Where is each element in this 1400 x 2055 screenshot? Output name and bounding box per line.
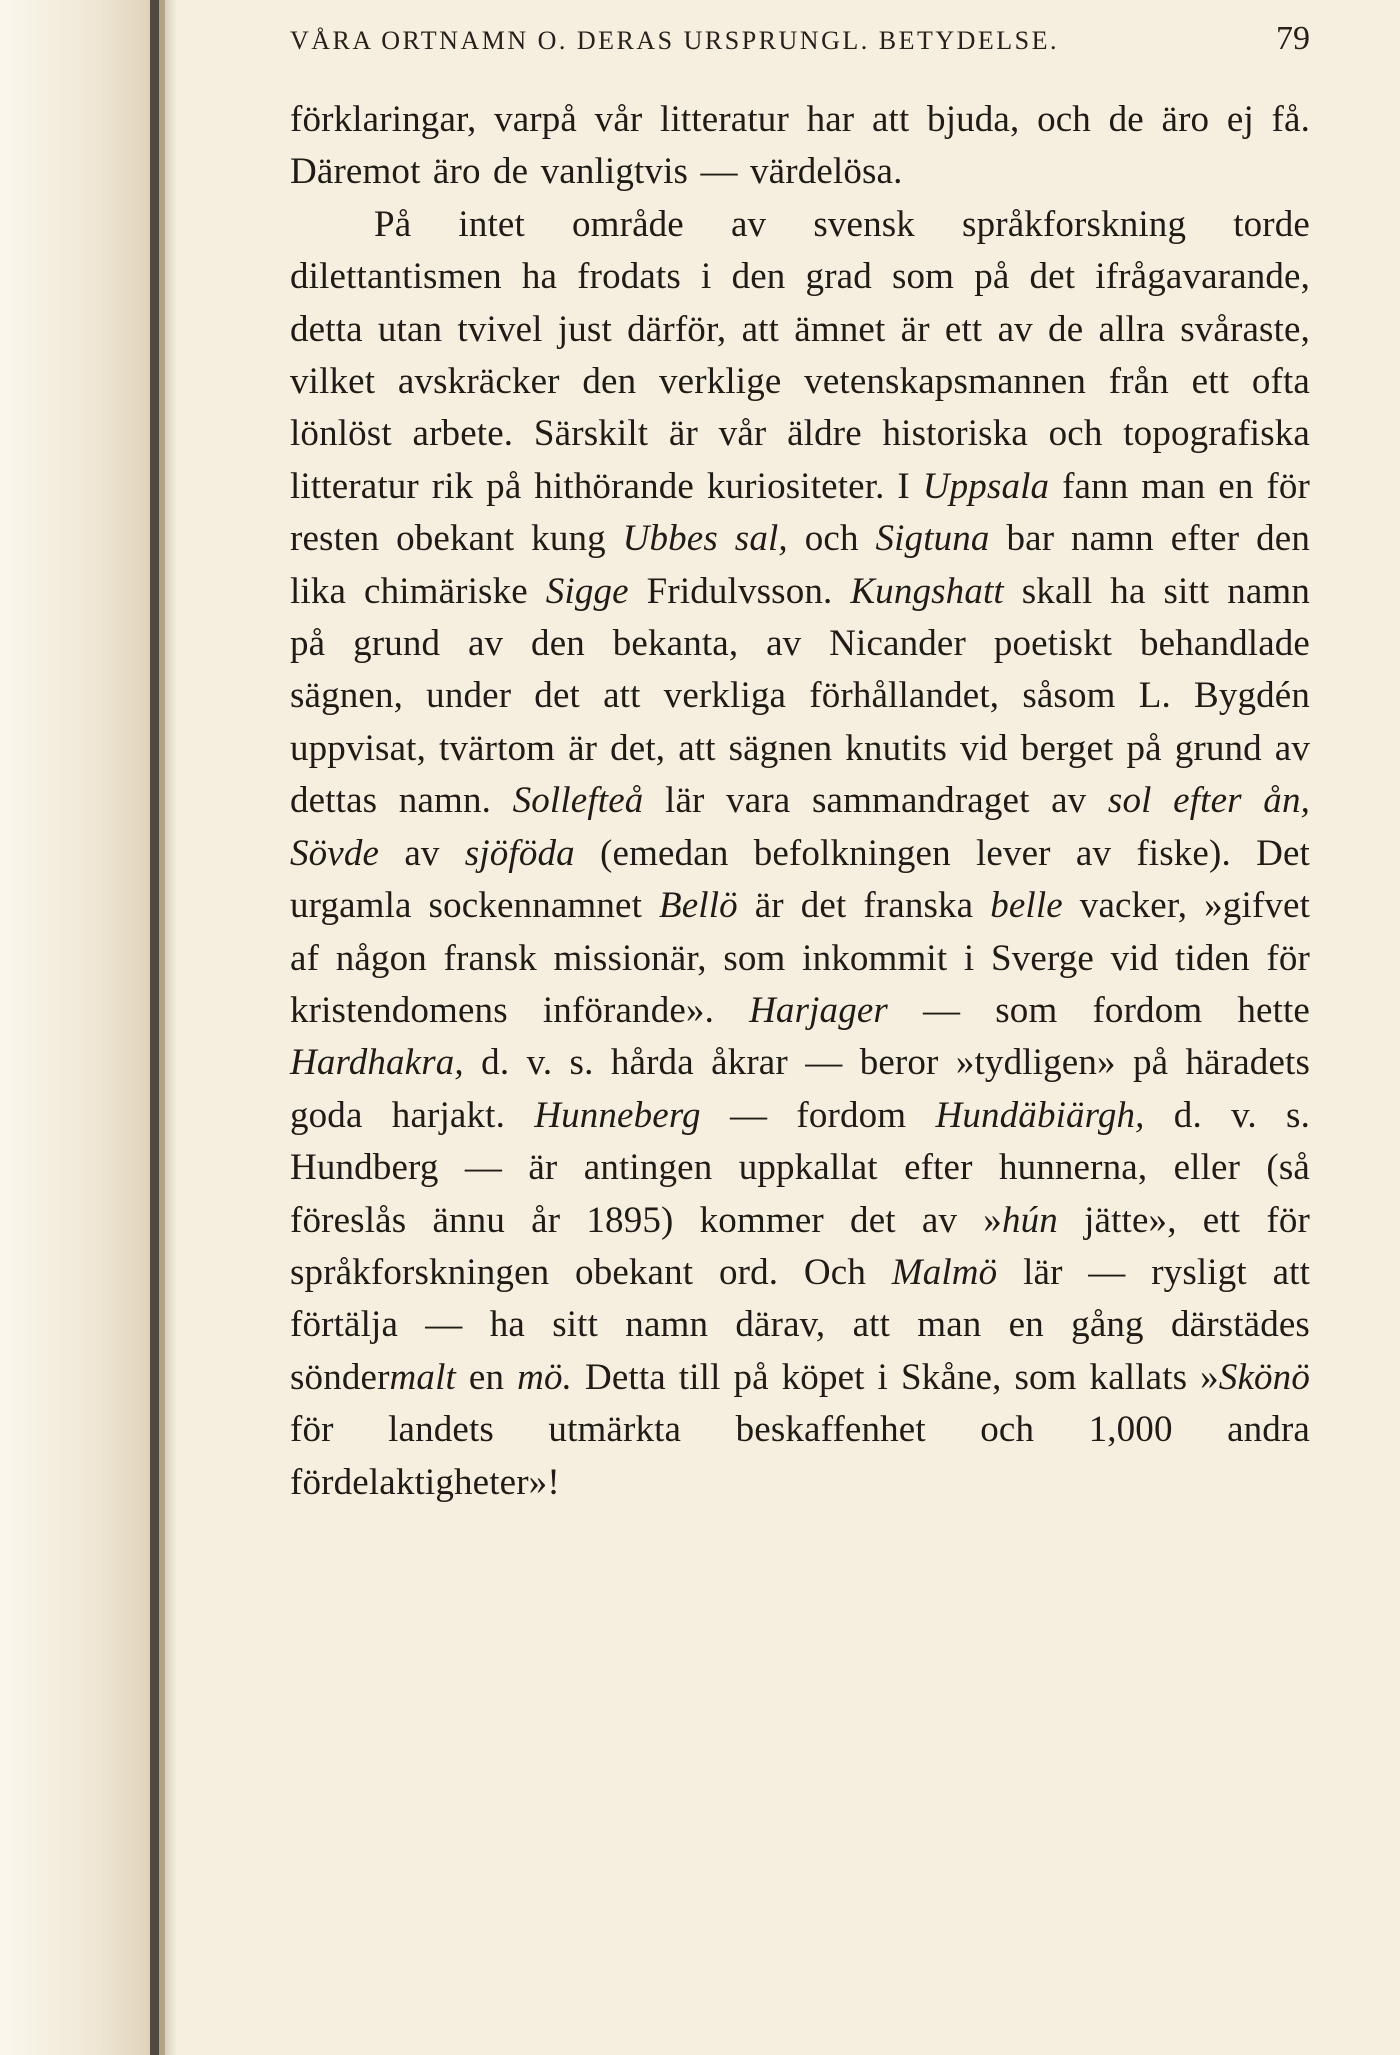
- italic-place-name: Bellö: [658, 885, 738, 927]
- italic-place-name: sol efter ån,: [1107, 780, 1310, 822]
- text-segment: d. v. s. hårda åkrar — beror »tydligen» på häradets goda harjakt.: [290, 1042, 1310, 1136]
- text-segment: d. v. s. Hundberg — är antingen uppkallat efter hunnerna, eller (så föreslås ännu år 1895) kommer det av »: [290, 1094, 1310, 1241]
- italic-place-name: sjöföda: [464, 832, 575, 874]
- text-segment: Fridulvsson.: [628, 570, 851, 612]
- text-segment: — som fordom hette: [887, 989, 1310, 1031]
- italic-place-name: Ubbes sal,: [622, 518, 788, 560]
- italic-place-name: Uppsala: [922, 465, 1050, 507]
- text-segment: På intet område av svensk språkforskning torde dilettantismen ha frodats i den grad som på det ifrågavarande, detta utan tvivel just därför, att ämnet är ett av de allra svåraste, vilket avskräcker den verklige vetenskapsmannen från ett ofta lönlöst arbete. Särskilt är vår äldre historiska och topografiska litteratur rik på hithörande kuriositeter. I: [290, 203, 1310, 507]
- italic-place-name: Harjager: [749, 989, 888, 1031]
- italic-place-name: Kungshatt: [850, 570, 1004, 612]
- italic-place-name: Sövde: [290, 832, 380, 874]
- running-title: VÅRA ORTNAMN O. DERAS URSPRUNGL. BETYDELSE.: [290, 26, 1059, 55]
- text-segment: för landets utmärkta beskaffenhet och 1,000 andra fördelaktigheter»!: [290, 1409, 1310, 1503]
- italic-place-name: malt: [389, 1356, 456, 1398]
- italic-place-name: Hundäbiärgh,: [935, 1094, 1145, 1136]
- text-segment: är det franska: [737, 885, 991, 927]
- italic-place-name: belle: [990, 885, 1063, 927]
- italic-place-name: Malmö: [891, 1251, 998, 1293]
- book-spine-line: [150, 0, 159, 2055]
- text-segment: förklaringar, varpå vår litteratur har att bjuda, och de äro ej få. Däremot äro de vanligtvis — värdelösa.: [290, 99, 1310, 193]
- italic-place-name: Sigge: [545, 570, 629, 612]
- running-head: [290, 20, 1310, 72]
- page-gutter: [0, 0, 165, 2055]
- page-number: 79: [1276, 20, 1310, 57]
- italic-place-name: Sigtuna: [875, 518, 990, 560]
- text-segment: en: [455, 1356, 518, 1398]
- italic-place-name: Skönö: [1218, 1356, 1310, 1398]
- italic-place-name: Sollefteå: [512, 780, 644, 822]
- text-segment: Detta till på köpet i Skåne, som kallats »: [572, 1356, 1219, 1398]
- paragraph-2: [290, 199, 1310, 1509]
- text-segment: och: [787, 518, 876, 560]
- text-segment: lär — rysligt att förtälja — ha sitt namn därav, att man en gång därstädes sönder: [290, 1251, 1311, 1398]
- paragraph-1: [290, 94, 1310, 199]
- body-text: [290, 94, 1310, 1509]
- italic-place-name: hún: [1001, 1199, 1058, 1241]
- text-segment: (emedan befolkningen lever av fiske). Det urgamla sockennamnet: [290, 832, 1310, 927]
- text-segment: — fordom: [700, 1094, 936, 1136]
- text-segment: skall ha sitt namn på grund av den bekanta, av Nicander poetiskt behandlade sägnen, under det att verkliga förhållandet, såsom L. Bygdén uppvisat, tvärtom är det, att sägnen knutits vid berget på grund av dettas namn.: [290, 570, 1310, 822]
- italic-place-name: mö.: [517, 1356, 572, 1398]
- italic-place-name: Hardhakra,: [290, 1042, 464, 1084]
- text-segment: av: [379, 832, 465, 874]
- text-segment: lär vara sammandraget av: [643, 780, 1108, 822]
- text-segment: vacker, »gifvet af någon fransk missionär, som inkommit i Sverge vid tiden för kristendomens införande».: [290, 885, 1311, 1031]
- text-segment: jätte», ett för språkforskningen obekant ord. Och: [290, 1199, 1310, 1293]
- italic-place-name: Hunneberg: [534, 1094, 701, 1136]
- text-segment: bar namn efter den lika chimäriske: [290, 518, 1310, 612]
- book-page: [290, 20, 1310, 1509]
- book-spine-shadow: [159, 0, 177, 2055]
- text-segment: fann man en för resten obekant kung: [290, 465, 1310, 560]
